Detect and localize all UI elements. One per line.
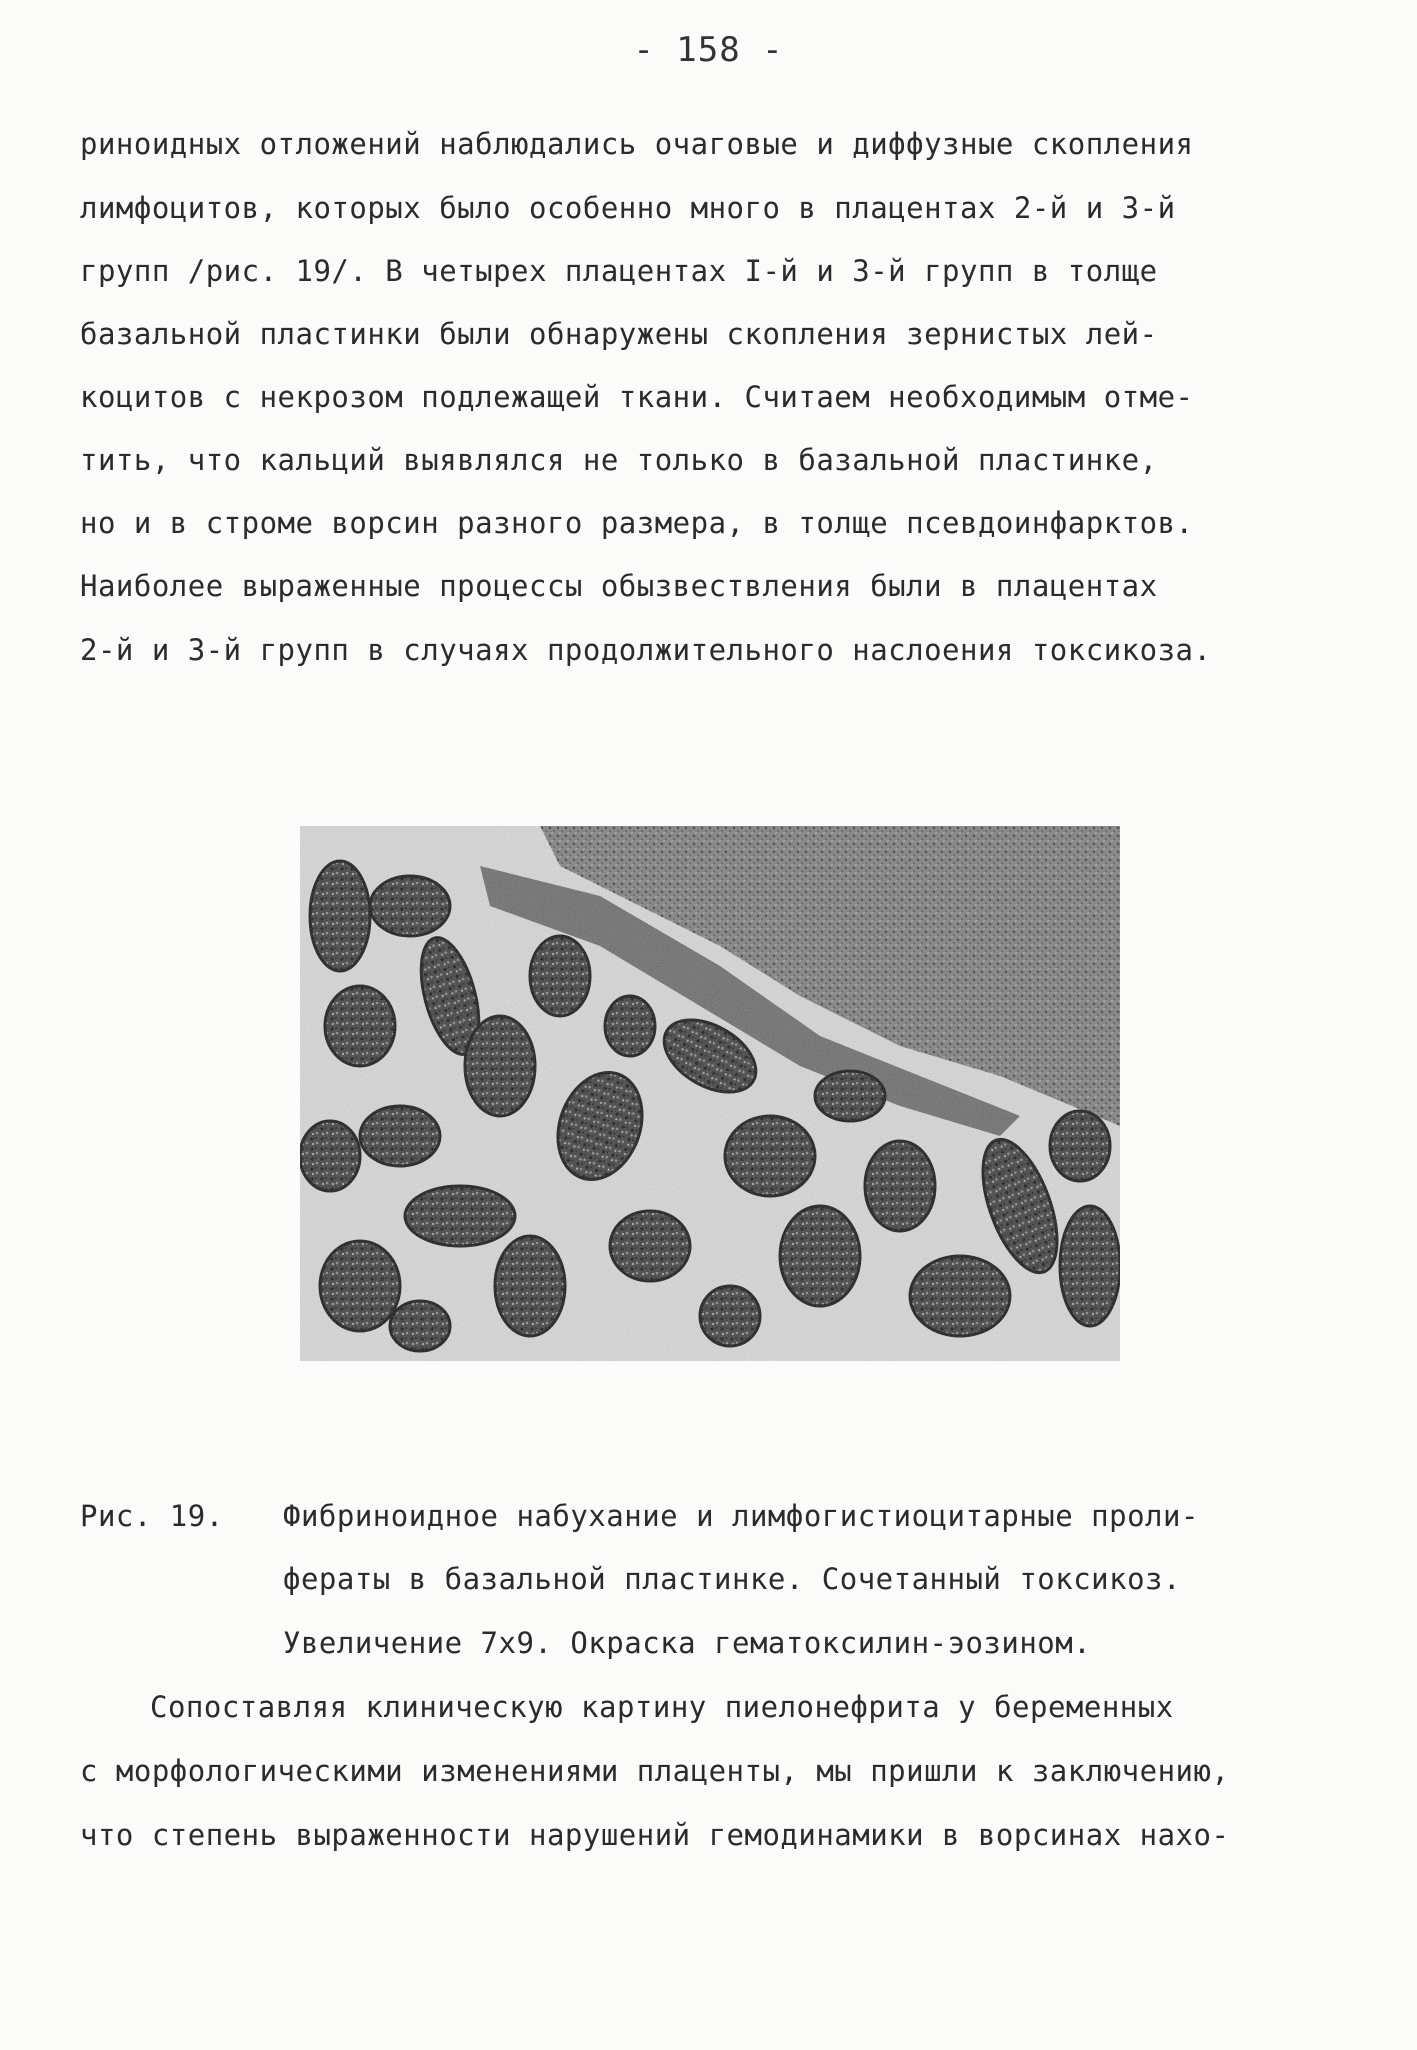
- figure-caption-line: Увеличение 7х9. Окраска гематоксилин-эозином.: [283, 1626, 1092, 1660]
- paragraph-line: что степень выраженности нарушений гемодинамики в ворсинах нахо-: [80, 1818, 1230, 1852]
- paragraph-line: но и в строме ворсин разного размера, в толще псевдоинфарктов.: [80, 506, 1194, 540]
- figure-caption-line: фераты в базальной пластинке. Сочетанный токсикоз.: [283, 1562, 1181, 1596]
- paragraph-line: риноидных отложений наблюдались очаговые и диффузные скопления: [80, 127, 1194, 161]
- page-number: - 158 -: [633, 30, 784, 70]
- paragraph-line: тить, что кальций выявлялся не только в базальной пластинке,: [80, 443, 1158, 477]
- paragraph-line: с морфологическими изменениями плаценты, мы пришли к заключению,: [80, 1754, 1230, 1788]
- figure-caption-label: Рис. 19.: [80, 1499, 224, 1533]
- paragraph-line: групп /рис. 19/. В четырех плацентах I-й и 3-й групп в толще: [80, 254, 1158, 288]
- micrograph-image: [300, 826, 1120, 1361]
- paragraph-line: Наиболее выраженные процессы обызвествления были в плацентах: [80, 569, 1158, 603]
- paragraph-line: коцитов с некрозом подлежащей ткани. Считаем необходимым отме-: [80, 380, 1194, 414]
- paragraph-line: 2-й и 3-й групп в случаях продолжительного наслоения токсикоза.: [80, 633, 1212, 667]
- paragraph-line: Сопоставляя клиническую картину пиелонефрита у беременных: [150, 1690, 1174, 1724]
- micrograph-figure: [300, 826, 1120, 1361]
- paragraph-line: лимфоцитов, которых было особенно много в плацентах 2-й и 3-й: [80, 191, 1176, 225]
- paragraph-line: базальной пластинки были обнаружены скопления зернистых лей-: [80, 317, 1158, 351]
- figure-caption-line: Фибриноидное набухание и лимфогистиоцитарные проли-: [283, 1499, 1199, 1533]
